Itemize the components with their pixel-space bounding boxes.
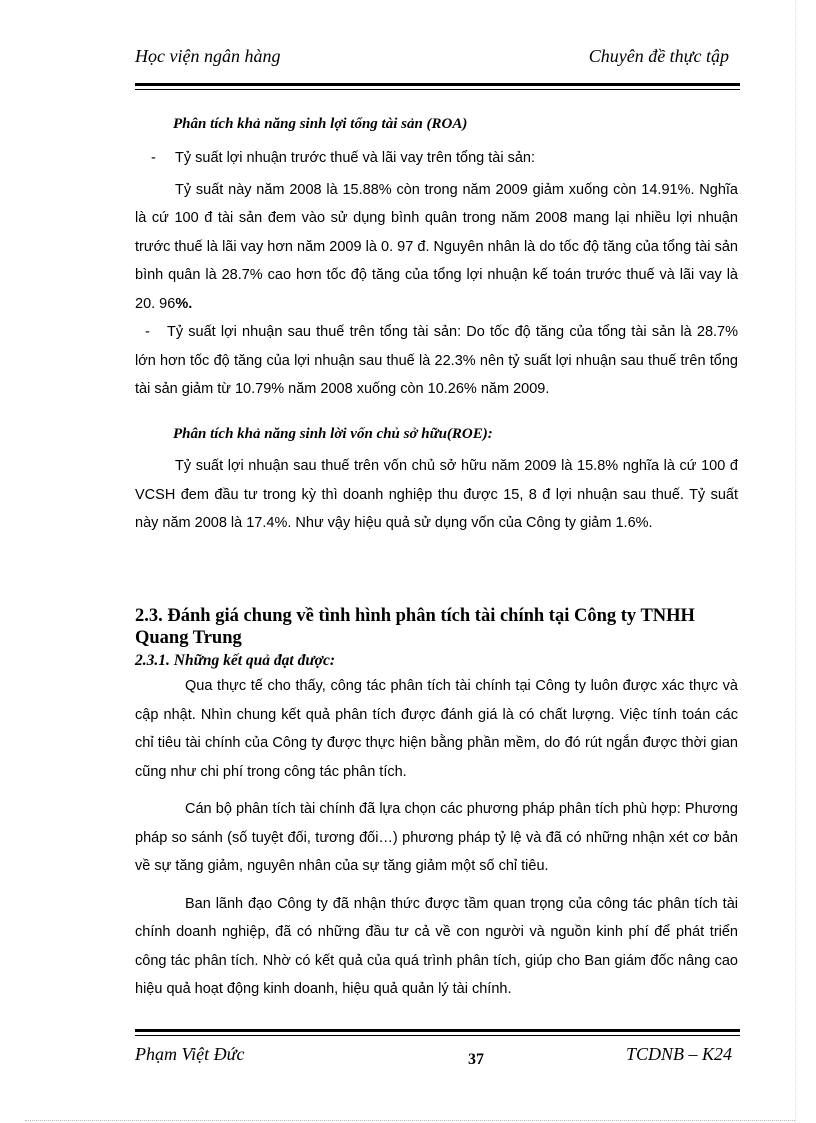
subsection-title: 2.3.1. Những kết quả đạt được:	[135, 652, 335, 669]
page-header	[135, 46, 735, 74]
roe-paragraph: Tỷ suất lợi nhuận sau thuế trên vốn chủ sở hữu năm 2009 là 15.8% nghĩa là cứ 100 đ VCSH đem đầu tư trong kỳ thì doanh nghiệp thu được 15, 8 đ lợi nhuận sau thuế. Tỷ suất này năm 2008 là 17.4%. Như vậy hiệu quả sử dụng vốn của Công ty giảm 1.6%.	[135, 458, 738, 531]
roa-paragraph-1	[135, 176, 738, 319]
roa-bullet-1	[135, 144, 738, 173]
roa-paragraph-1-text: Tỷ suất này năm 2008 là 15.88% còn trong năm 2009 giảm xuống còn 14.91%. Nghĩa là cứ 100 đ tài sản đem vào sử dụng bình quân trong năm 2008 mang lại nhiều lợi nhuận trước thuế là lãi vay hơn năm 2009 là 0. 97 đ. Nguyên nhân là do tốc độ tăng của tổng tài sản bình quân là 28.7% cao hơn tốc độ tăng của tổng lợi nhuận kế toán trước thuế và lãi vay là 20. 96	[135, 181, 738, 312]
header-rule-thin	[135, 89, 740, 90]
section-paragraph-3: Ban lãnh đạo Công ty đã nhận thức được tầm quan trọng của công tác phân tích tài chính doanh nghiệp, đã có những đầu tư cả về con người và nguồn kinh phí để phát triển công tác phân tích. Nhờ có kết quả của quá trình phân tích, giúp cho Ban giám đốc nâng cao hiệu quả hoạt động kinh doanh, hiệu quả quản lý tài chính.	[135, 895, 738, 997]
page-right-edge	[795, 0, 796, 1123]
roe-heading: Phân tích khả năng sinh lời vốn chủ sở hữu(ROE):	[173, 426, 493, 442]
footer-rule-thin	[135, 1035, 740, 1036]
roa-paragraph-1-bold: %.	[175, 295, 193, 312]
section-body	[135, 672, 738, 1004]
header-right: Chuyên đề thực tập	[588, 46, 729, 66]
footer-rule-thick	[135, 1029, 740, 1032]
page-footer	[135, 1044, 745, 1074]
bullet-marker: -	[151, 150, 156, 166]
roa-bullet-2	[135, 318, 738, 404]
section-title: 2.3. Đánh giá chung về tình hình phân tích tài chính tại Công ty TNHH Quang Trung	[135, 606, 695, 648]
page-bottom-edge	[25, 1120, 795, 1121]
section-paragraph-1: Qua thực tế cho thấy, công tác phân tích tài chính tại Công ty luôn được xác thực và cập nhật. Nhìn chung kết quả phân tích được đánh giá là có chất lượng. Việc tính toán các chỉ tiêu tài chính của Công ty được thực hiện bằng phần mềm, do đó rút ngắn được thời gian cũng như chi phí trong công tác phân tích.	[135, 678, 738, 780]
roa-bullet-2-text: Tỷ suất lợi nhuận sau thuế trên tổng tài sản: Do tốc độ tăng của tổng tài sản là 28.7% lớn hơn tốc độ tăng của lợi nhuận sau thuế là 22.3% nên tỷ suất lợi nhuận sau thuế trên tổng tài sản giảm từ 10.79% năm 2008 xuống còn 10.26% năm 2009.	[135, 324, 738, 397]
page-number: 37	[468, 1051, 484, 1068]
footer-author: Phạm Việt Đức	[135, 1044, 245, 1064]
roa-heading: Phân tích khả năng sinh lợi tổng tài sản (ROA)	[173, 116, 468, 132]
footer-class: TCDNB – K24	[625, 1044, 732, 1064]
bullet-marker: -	[145, 324, 150, 340]
section-paragraph-2: Cán bộ phân tích tài chính đã lựa chọn các phương pháp phân tích phù hợp: Phương pháp so sánh (số tuyệt đối, tương đối…) phương pháp tỷ lệ và đã có những nhận xét cơ bản về sự tăng giảm, nguyên nhân của sự tăng giảm một số chỉ tiêu.	[135, 801, 738, 874]
roe-body	[135, 452, 738, 538]
header-rule-thick	[135, 83, 740, 86]
header-left: Học viện ngân hàng	[135, 46, 281, 66]
roa-body	[135, 144, 738, 404]
roa-bullet-1-text: Tỷ suất lợi nhuận trước thuế và lãi vay trên tổng tài sản:	[175, 150, 535, 166]
